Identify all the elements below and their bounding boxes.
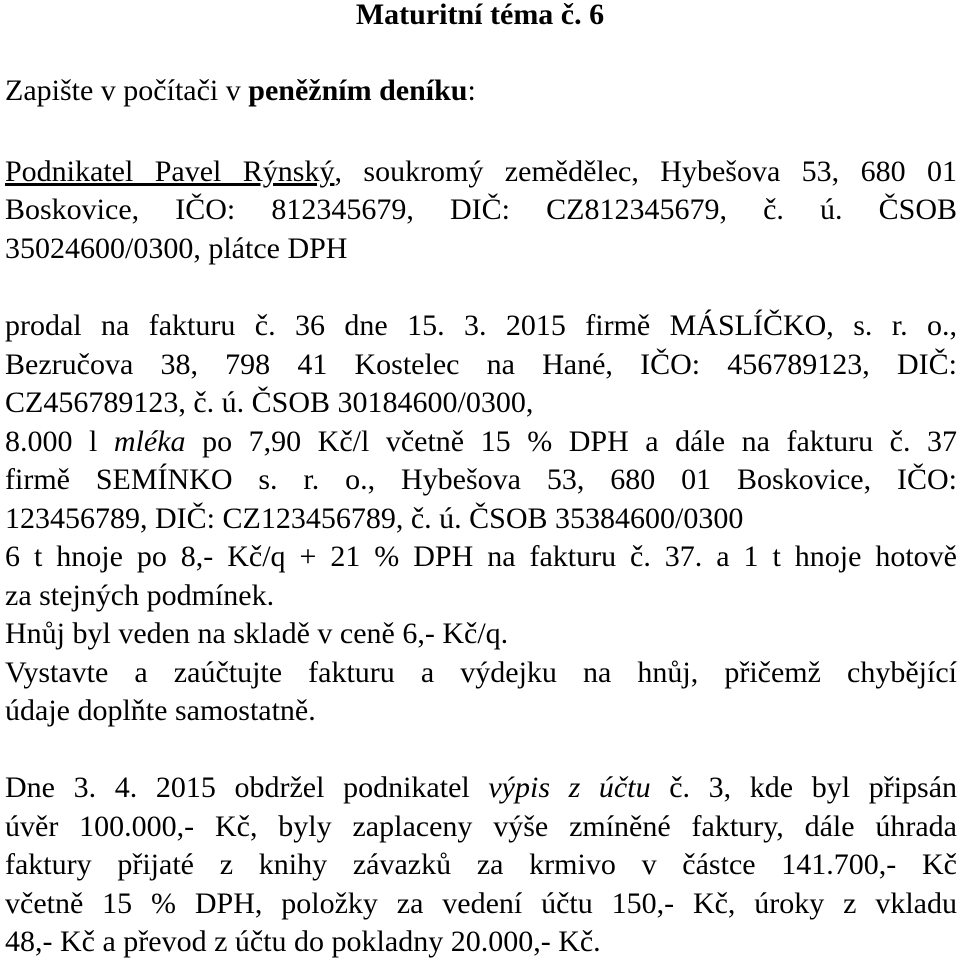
statement-line-3: faktury přijaté z knihy závazků za krmivo v částce 141.700,- Kč xyxy=(5,848,957,881)
statement-line-1-start: Dne 3. 4. 2015 obdržel podnikatel xyxy=(5,771,489,804)
task-intro xyxy=(5,73,957,109)
statement-line-5: 48,- Kč a převod z účtu do pokladny 20.000,- Kč. xyxy=(5,925,601,958)
statement-line-1-rest: č. 3, kde byl připsán xyxy=(650,771,958,804)
sale-line-8: za stejných podmínek. xyxy=(5,579,275,612)
seller-line-1 xyxy=(5,154,957,190)
statement-line-1 xyxy=(5,770,957,806)
sale-line-7: 6 t hnoje po 8,- Kč/q + 21 % DPH na fakturu č. 37. a 1 t hnoje hotově xyxy=(5,540,957,573)
sale-line-10: Vystavte a zaúčtujte fakturu a výdejku na hnůj, přičemž chybějící xyxy=(5,656,957,689)
bank-statement-term: výpis z účtu xyxy=(488,771,651,804)
sale-line-3: CZ456789123, č. ú. ČSOB 30184600/0300, xyxy=(5,386,534,419)
seller-line-3: 35024600/0300, plátce DPH xyxy=(5,232,348,265)
sale-line-2: Bezručova 38, 798 41 Kostelec na Hané, IČO: 456789123, DIČ: xyxy=(5,348,957,381)
sale-line-1: prodal na fakturu č. 36 dne 15. 3. 2015 firmě MÁSLÍČKO, s. r. o., xyxy=(5,309,957,342)
sale-line-4-rest: po 7,90 Kč/l včetně 15 % DPH a dále na fakturu č. 37 xyxy=(185,425,957,458)
statement-line-4: včetně 15 % DPH, položky za vedení účtu 150,- Kč, úroky z vkladu xyxy=(5,887,957,920)
sale-line-4-start: 8.000 l xyxy=(5,425,114,458)
milk-term: mléka xyxy=(113,425,186,458)
cash-journal-term: peněžním deníku xyxy=(248,74,468,107)
task-intro-text: Zapište v počítači v xyxy=(5,74,249,107)
task-intro-colon: : xyxy=(467,74,476,107)
sale-line-9: Hnůj byl veden na skladě v ceně 6,- Kč/q. xyxy=(5,617,509,650)
sale-line-6: 123456789, DIČ: CZ123456789, č. ú. ČSOB 35384600/0300 xyxy=(5,502,744,535)
seller-line-1-rest: , soukromý zemědělec, Hybešova 53, 680 01 xyxy=(334,155,957,188)
seller-line-2: Boskovice, IČO: 812345679, DIČ: CZ812345679, č. ú. ČSOB xyxy=(5,193,957,226)
sale-line-4 xyxy=(5,424,957,460)
sale-line-5: firmě SEMÍNKO s. r. o., Hybešova 53, 680 01 Boskovice, IČO: xyxy=(5,463,957,496)
statement-line-2: úvěr 100.000,- Kč, byly zaplaceny výše zmíněné faktury, dále úhrada xyxy=(5,810,957,843)
sale-line-11: údaje doplňte samostatně. xyxy=(5,694,316,727)
seller-name: Podnikatel Pavel Rýnský xyxy=(5,155,335,188)
page-title: Maturitní téma č. 6 xyxy=(355,0,605,31)
